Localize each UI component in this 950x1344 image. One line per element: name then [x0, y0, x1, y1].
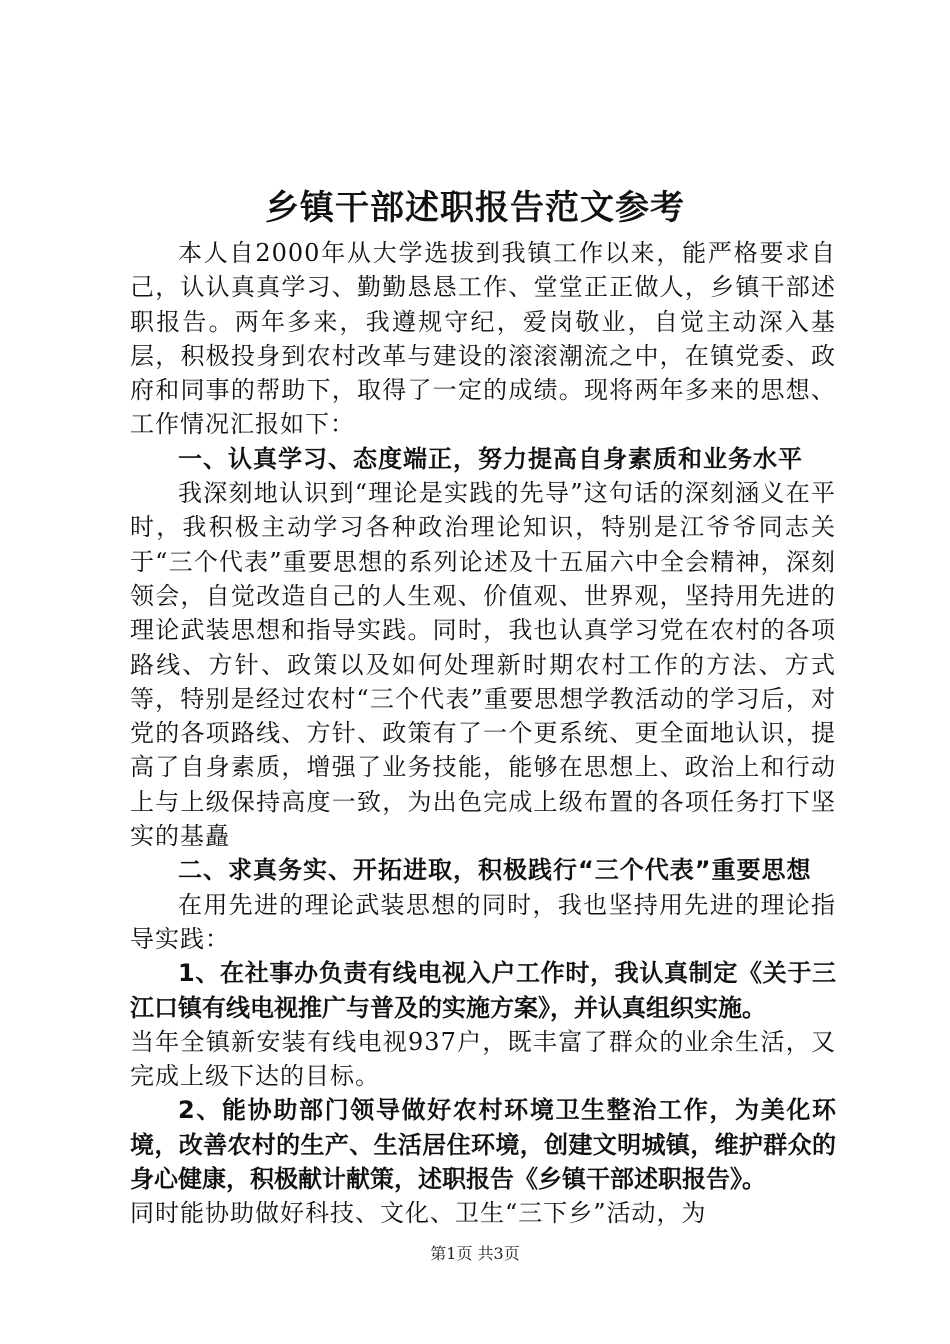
document-title: 乡镇干部述职报告范文参考 — [265, 188, 685, 228]
item-1-normal-text: 当年全镇新安装有线电视937户，既丰富了群众的业余生活，又完成上级下达的目标。 — [130, 1027, 836, 1091]
item-1 — [130, 956, 836, 1093]
section-2-intro-paragraph: 在用先进的理论武装思想的同时，我也坚持用先进的理论指导实践： — [130, 890, 836, 953]
section-1-paragraph: 我深刻地认识到“理论是实践的先导”这句话的深刻涵义在平时，我积极主动学习各种政治理论知识，特别是江爷爷同志关于“三个代表”重要思想的系列论述及十五届六中全会精神，深刻领会，自觉改造自己的人生观、价值观、世界观，坚持用先进的理论武装思想和指导实践。同时，我也认真学习党在农村的各项路线、方针、政策以及如何处理新时期农村工作的方法、方式等，特别是经过农村“三个代表”重要思想学教活动的学习后，对党的各项路线、方针、政策有了一个更系统、更全面地认识，提高了自身素质，增强了业务技能，能够在思想上、政治上和行动上与上级保持高度一致，为出色完成上级布置的各项任务打下坚实的基矗 — [130, 479, 836, 851]
section-heading-1: 一、认真学习、态度端正，努力提高自身素质和业务水平 — [178, 444, 803, 473]
document-body — [130, 236, 836, 1231]
item-1-bold-text: 1、在社事办负责有线电视入户工作时，我认真制定《关于三江口镇有线电视推广与普及的实施方案》，并认真组织实施。 — [130, 959, 836, 1022]
item-2-normal-text: 同时能协助做好科技、文化、卫生“三下乡”活动，为 — [130, 1199, 707, 1228]
item-2-bold-text: 2、能协助部门领导做好农村环境卫生整治工作，为美化环境，改善农村的生产、生活居住环境，创建文明城镇，维护群众的身心健康，积极献计献策，述职报告《乡镇干部述职报告》。 — [130, 1096, 836, 1194]
item-2 — [130, 1093, 836, 1230]
page-footer: 第1页 共3页 — [430, 1244, 520, 1263]
intro-paragraph: 本人自2000年从大学选拔到我镇工作以来，能严格要求自己，认认真真学习、勤勤恳恳工作、堂堂正正做人，乡镇干部述职报告。两年多来，我遵规守纪，爱岗敬业，自觉主动深入基层，积极投身到农村改革与建设的滚滚潮流之中，在镇党委、政府和同事的帮助下，取得了一定的成绩。现将两年多来的思想、工作情况汇报如下： — [130, 239, 836, 439]
section-heading-2: 二、求真务实、开拓进取，积极践行“三个代表”重要思想 — [178, 856, 812, 885]
